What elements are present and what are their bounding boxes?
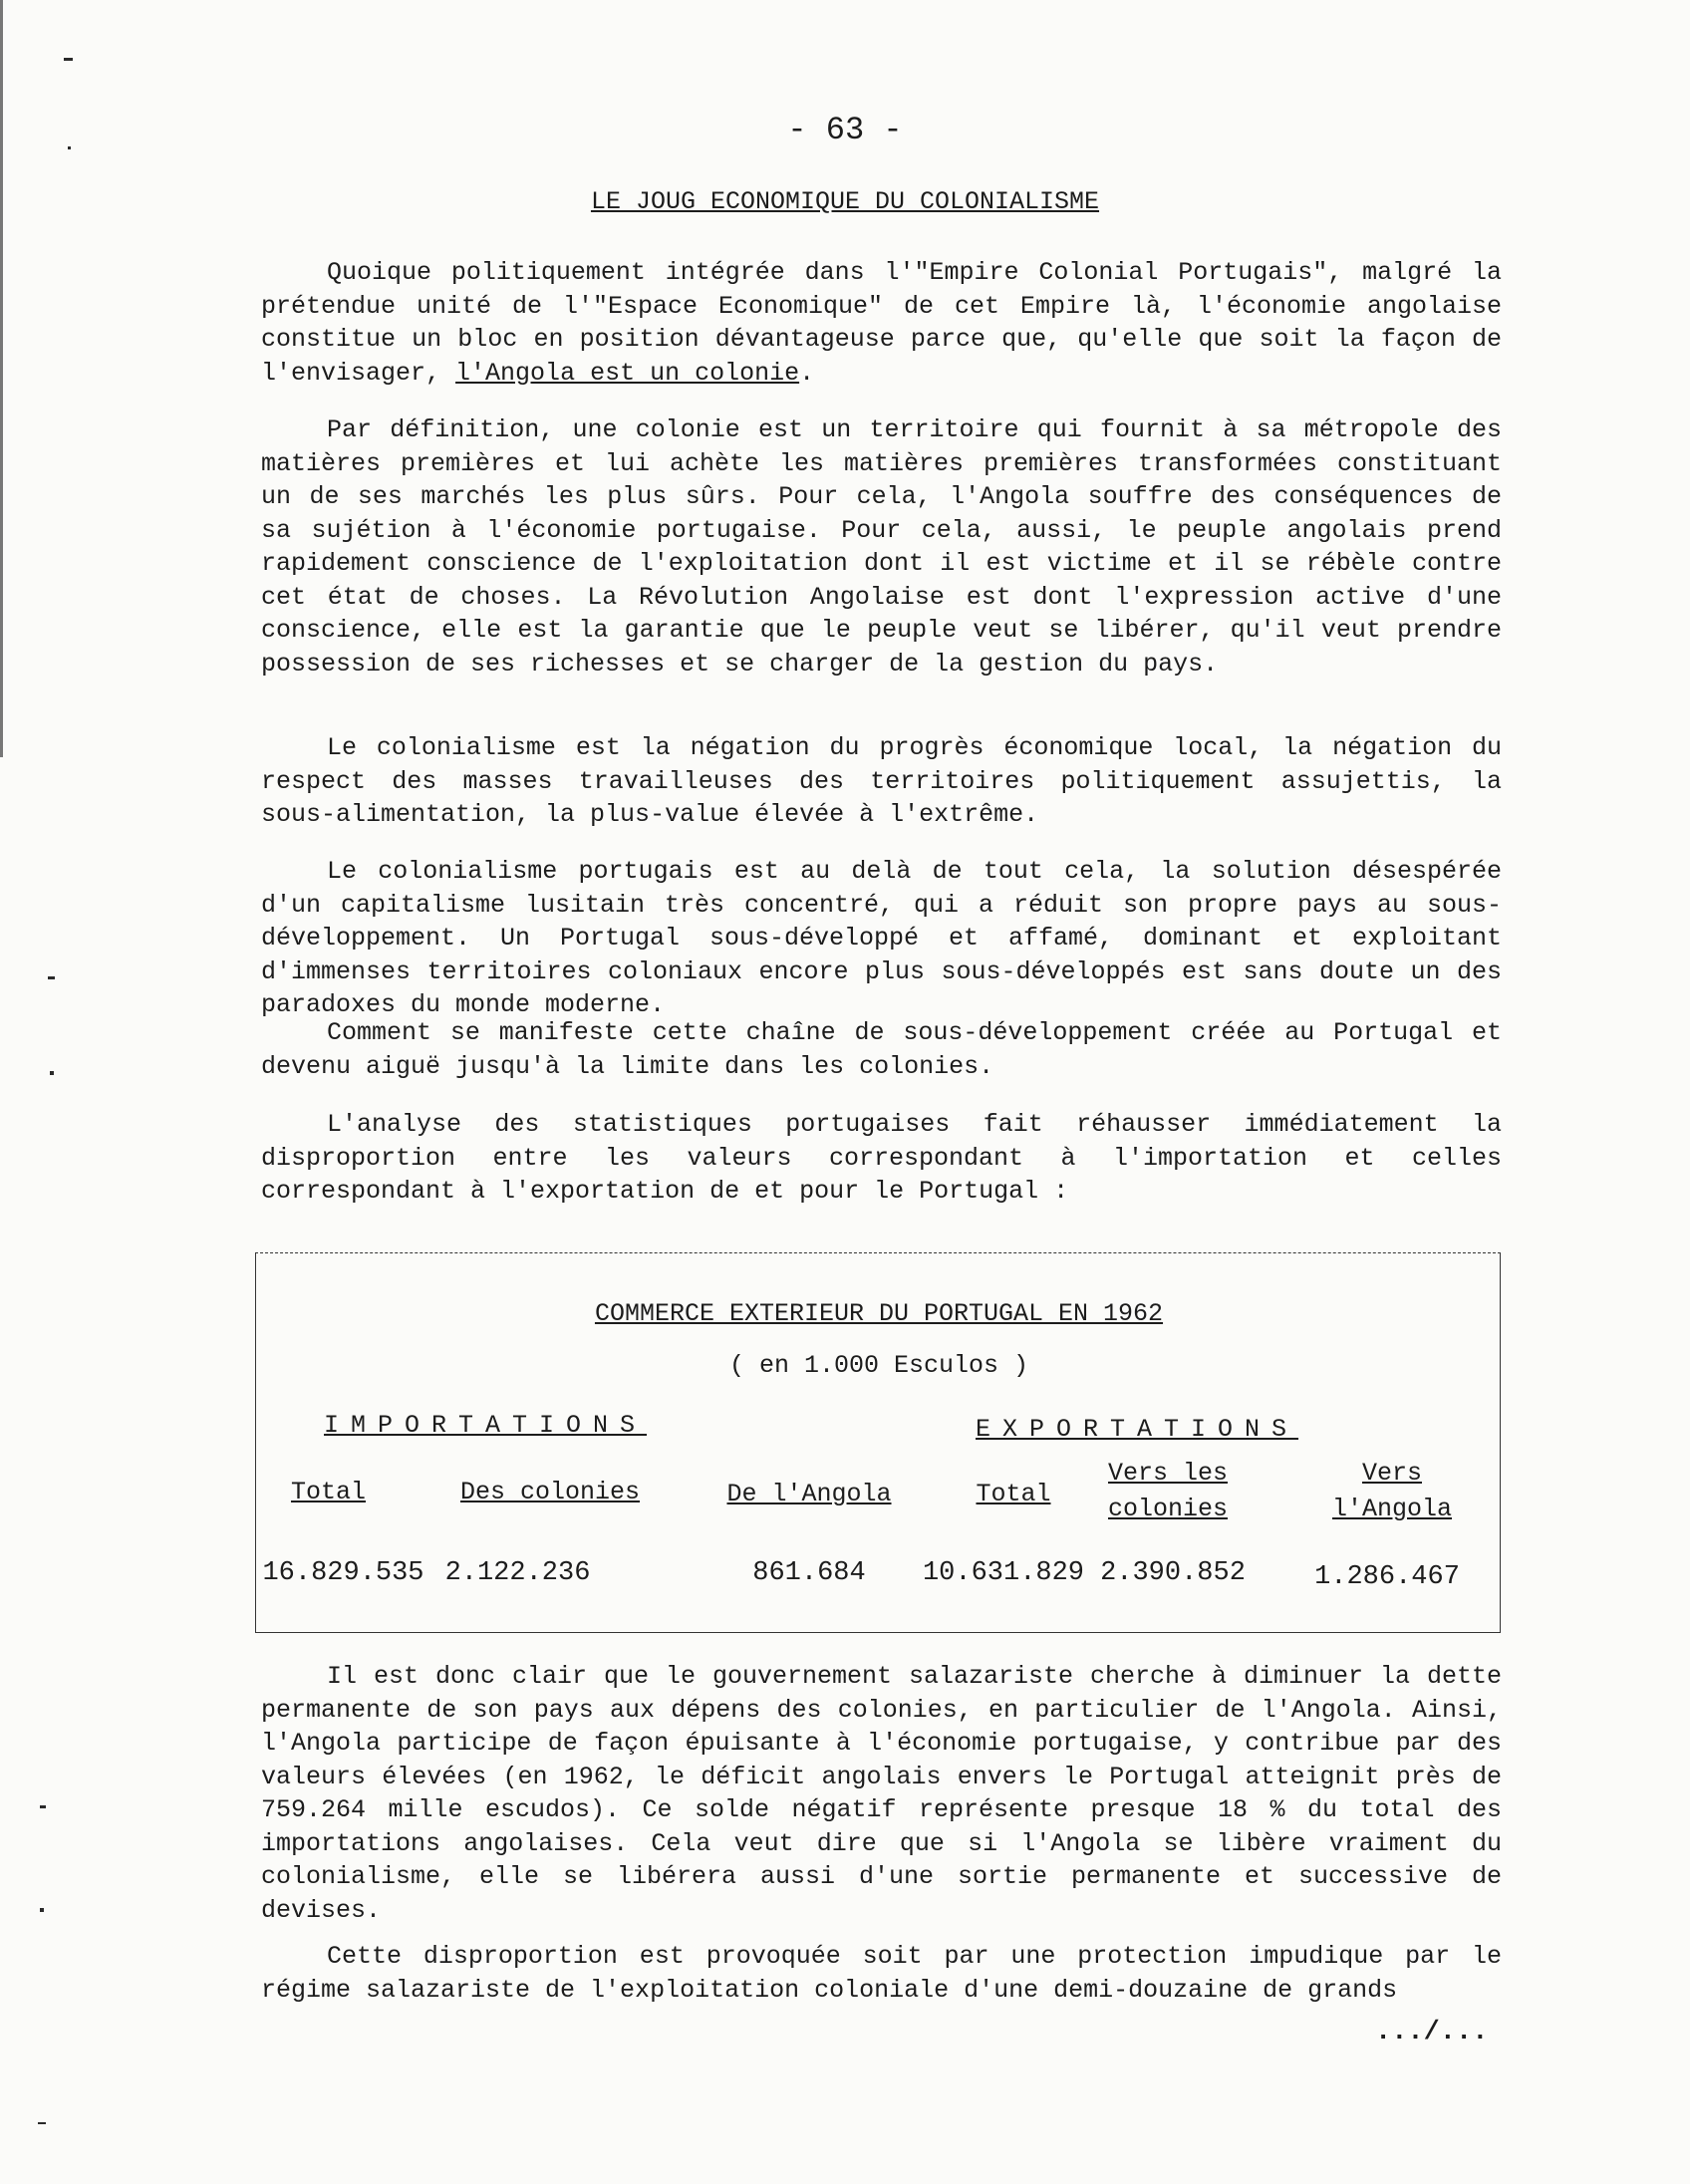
column-header: Total <box>976 1480 1051 1508</box>
paragraph-5: Comment se manifeste cette chaîne de sous-développement créée au Portugal et devenu aiguë jusqu'à la limite dans les colonies. <box>261 1018 1502 1081</box>
paragraph-6: L'analyse des statistiques portugaises fait réhausser immédiatement la disproportion entre les valeurs correspondant à l'importation et celles correspondant à l'exportation de et pour le Portugal : <box>261 1110 1502 1206</box>
column-header: De l'Angola <box>726 1480 892 1508</box>
paragraph-1: Quoique politiquement intégrée dans l'"Empire Colonial Portugais", malgré la prétendue unité de l'"Espace Economique" de cet Empire là, l'économie angolaise constitue un bloc en position dévantageuse parce que, qu'elle que soit la façon de l'envisager, l'Angola est un colonie. <box>261 258 1502 388</box>
column-header: Des colonies <box>459 1478 641 1506</box>
punch-mark <box>40 1805 46 1808</box>
paragraph-4: Le colonialisme portugais est au delà de tout cela, la solution désespérée d'un capitalisme lusitain très concentré, qui a réduit son propre pays au sous-développement. Un Portugal sous-développé et affamé, dominant et exploitant d'immenses territoires coloniaux encore plus sous-développés est sans doute un des paradoxes du monde moderne. <box>261 857 1502 1019</box>
paragraph-7: Il est donc clair que le gouvernement salazariste cherche à diminuer la dette permanente de son pays aux dépens des colonies, en particulier de l'Angola. Ainsi, l'Angola participe de façon épuisante à l'économie portugaise, y contribue par des valeurs élevées (en 1962, le déficit angolais envers le Portugal atteignit près de 759.264 mille escudos). Ce solde négatif représente presque 18 % du total des importations angolaises. Cela veut dire que si l'Angola se libère vraiment du colonialisme, elle se libérera aussi d'une sortie permanente et successive de devises. <box>261 1662 1502 1925</box>
table-value: 1.286.467 <box>1314 1562 1460 1592</box>
punch-mark <box>48 976 55 979</box>
table-value: 2.390.852 <box>1100 1558 1246 1588</box>
table-value: 10.631.829 <box>922 1558 1085 1588</box>
table-value: 861.684 <box>752 1558 866 1588</box>
table-value: 16.829.535 <box>262 1558 424 1588</box>
paragraph-2: Par définition, une colonie est un territoire qui fournit à sa métropole des matières premières et lui achète les matières premières transformées constituant un de ses marchés les plus sûrs. Pour cela, l'Angola souffre des conséquences de sa sujétion à l'économie portugaise. Pour cela, aussi, le peuple angolais prend rapidement conscience de l'exploitation dont il est victime et il se rébèle contre cet état de choses. La Révolution Angolaise est dont l'expression active d'une conscience, elle est la garantie que le peuple veut se libérer, qu'il veut prendre possession de ses richesses et se charger de la gestion du pays. <box>261 415 1502 679</box>
punch-mark <box>50 1071 54 1075</box>
table-value: 2.122.236 <box>444 1558 591 1588</box>
column-header: Vers les colonies <box>1107 1459 1229 1523</box>
trade-table <box>255 1252 1501 1633</box>
page-number: - 63 - <box>787 112 903 148</box>
paragraph-8: Cette disproportion est provoquée soit par une protection impudique par le régime salazariste de l'exploitation coloniale d'une demi-douzaine de grands <box>261 1942 1502 2005</box>
imports-header: IMPORTATIONS <box>324 1411 648 1440</box>
punch-mark <box>40 1908 44 1912</box>
paragraph-3: Le colonialisme est la négation du progrès économique local, la négation du respect des masses travailleuses des territoires politiquement assujettis, la sous-alimentation, la plus-value élevée à l'extrême. <box>261 733 1502 829</box>
column-header: Total <box>290 1478 366 1506</box>
page-title: LE JOUG ECONOMIQUE DU COLONIALISME <box>590 187 1100 216</box>
continuation-mark: .../... <box>1375 2018 1489 2048</box>
exports-header: EXPORTATIONS <box>976 1415 1299 1444</box>
punch-mark <box>38 2122 46 2124</box>
punch-mark <box>64 58 73 61</box>
table-title: COMMERCE EXTERIEUR DU PORTUGAL EN 1962 <box>594 1299 1164 1328</box>
column-header: Vers l'Angola <box>1331 1459 1453 1523</box>
table-unit: ( en 1.000 Esculos ) <box>728 1351 1029 1380</box>
